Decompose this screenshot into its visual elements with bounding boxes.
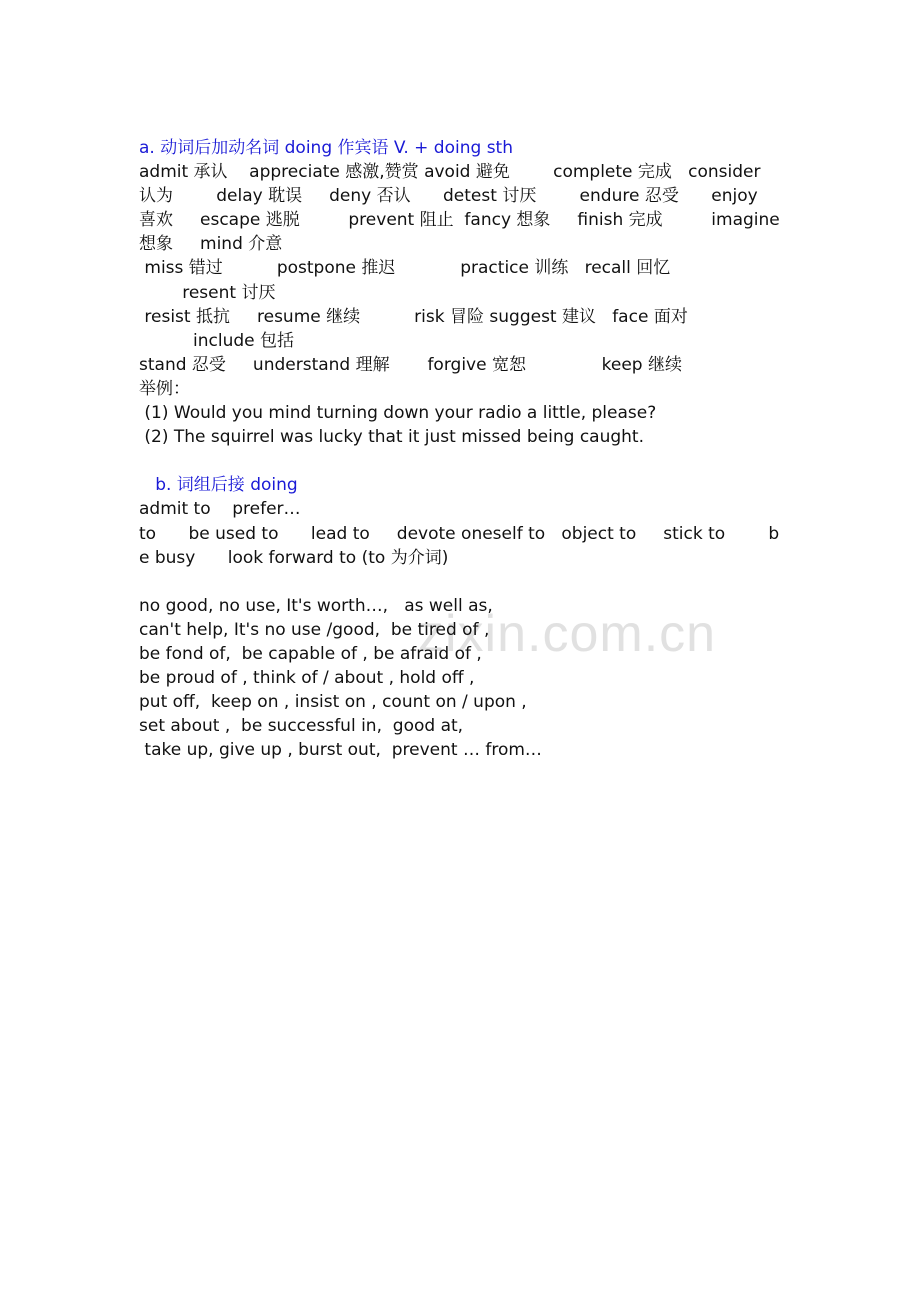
verb-list-line: miss 错过 postpone 推迟 practice 训练 recall 回忆	[139, 258, 671, 279]
phrase-list-line: no good, no use, It's worth…, as well as,	[139, 595, 493, 616]
phrase-list-line: put off, keep on , insist on , count on / upon ,	[139, 692, 527, 713]
phrase-list-line: set about , be successful in, good at,	[139, 716, 464, 737]
blank-line	[139, 570, 839, 594]
document-body	[139, 136, 839, 762]
verb-list-line: admit 承认 appreciate 感激,赞赏 avoid 避免 complete 完成 consider	[139, 162, 761, 183]
verb-list-line: 想象 mind 介意	[139, 234, 283, 255]
verb-list-line: include 包括	[139, 330, 295, 351]
phrase-list-line: admit to prefer…	[139, 499, 301, 520]
verb-list-line: 喜欢 escape 逃脱 prevent 阻止 fancy 想象 finish 完成 imagine	[139, 210, 780, 231]
section-b-heading: b. 词组后接 doing	[139, 475, 298, 496]
verb-list-line: resist 抵抗 resume 继续 risk 冒险 suggest 建议 face 面对	[139, 306, 688, 327]
phrase-list-line: take up, give up , burst out, prevent … from…	[139, 740, 542, 761]
section-a-heading: a. 动词后加动名词 doing 作宾语 V. + doing sth	[139, 138, 513, 158]
example-label: 举例：	[139, 378, 190, 399]
example-sentence: (2) The squirrel was lucky that it just missed being caught.	[139, 427, 644, 448]
phrase-list-line: e busy look forward to (to 为介词)	[139, 547, 449, 568]
verb-list-line: stand 忍受 understand 理解 forgive 宽恕 keep 继续	[139, 354, 682, 375]
phrase-list-line: be proud of , think of / about , hold off ,	[139, 668, 475, 689]
phrase-list-line: be fond of, be capable of , be afraid of ,	[139, 643, 482, 664]
blank-line	[139, 449, 839, 473]
verb-list-line: 认为 delay 耽误 deny 否认 detest 讨厌 endure 忍受 enjoy	[139, 186, 758, 207]
phrase-list-line: to be used to lead to devote oneself to object to stick to b	[139, 523, 780, 544]
verb-list-line: resent 讨厌	[139, 282, 276, 303]
phrase-list-line: can't help, It's no use /good, be tired of ,	[139, 619, 490, 640]
example-sentence: (1) Would you mind turning down your radio a little, please?	[139, 403, 657, 424]
watermark: zixin.com.cn	[418, 605, 717, 663]
